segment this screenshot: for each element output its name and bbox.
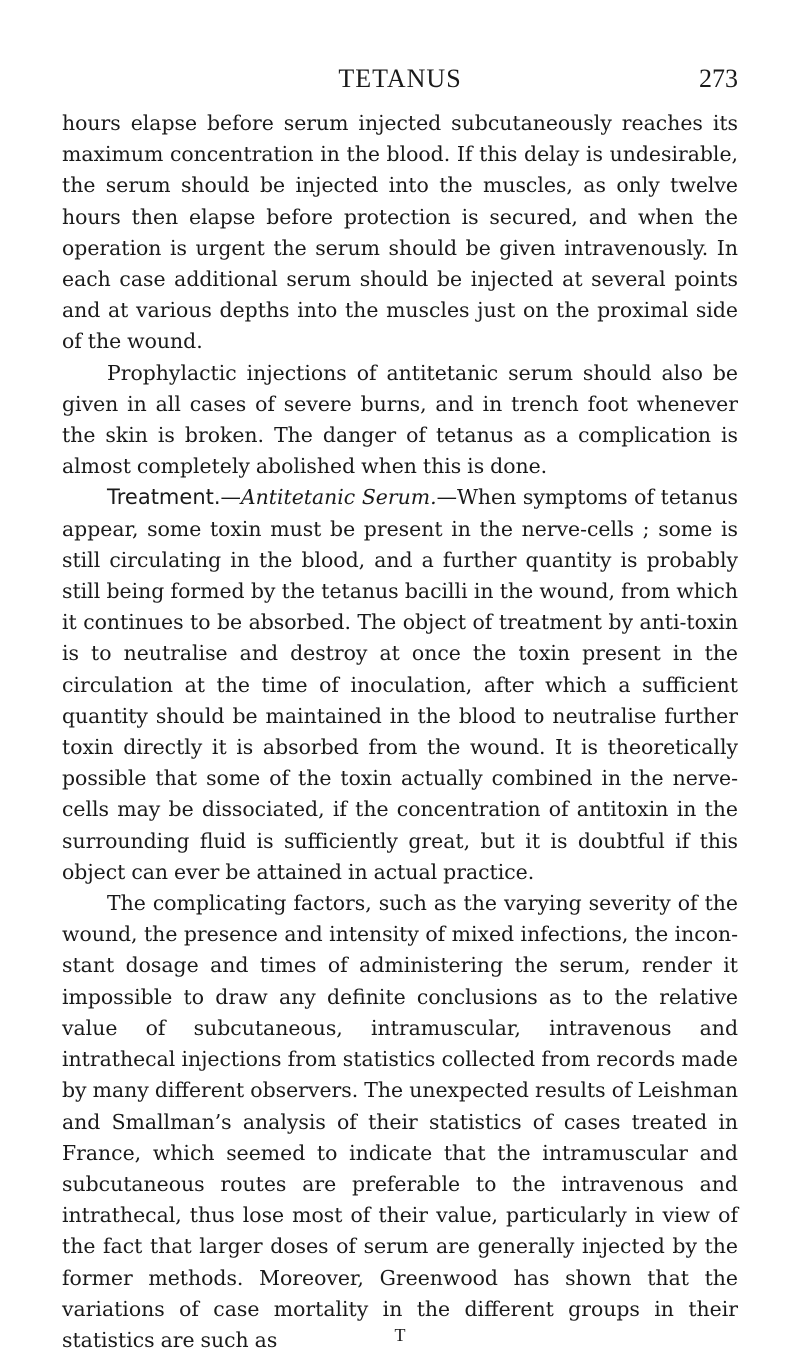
running-title: TETANUS	[338, 64, 462, 93]
paragraph-2: Prophylactic injections of antitetanic serum should also be given in all cases of severe burns, and in trench foot whenever the skin is broken. The danger of tetanus as a complication is almost completely abolished when this is done.	[62, 360, 738, 479]
running-header	[0, 64, 800, 96]
subheading-antitetanic-serum: Antitetanic Serum.	[240, 485, 437, 510]
paragraph-1: hours elapse before serum injected subcutaneously reaches its maximum concentration in the blood. If this delay is undesirable, the serum should be injected into the muscles, as only twelve hours then elapse before protection is secured, and when the operation is urgent the serum should be given intravenously. In each case additional serum should be injected at several points and at various depths into the muscles just on the proximal side of the wound.	[62, 111, 738, 354]
body-text	[62, 108, 738, 1356]
heading-dash: —	[220, 485, 241, 510]
page-number: 273	[699, 64, 738, 93]
section-heading-treatment: Treatment.	[107, 485, 221, 510]
signature-mark: T	[394, 1325, 406, 1345]
paragraph-4: The complicating factors, such as the varying severity of the wound, the presence and intensity of mixed infections, the incon-stant dosage and times of administering the serum, render it impossible to draw any definite conclusions as to the relative value of subcutaneous, intramuscular, intravenous and intrathecal injections from statistics collected from records made by many different observers. The unexpected results of Leishman and Smallman’s analysis of their statistics of cases treated in France, which seemed to indicate that the intramuscular and subcutaneous routes are preferable to the intravenous and intrathecal, thus lose most of their value, particularly in view of the fact that larger doses of serum are generally injected by the former methods. Moreover, Greenwood has shown that the variations of case mortality in the different groups in their statistics are such as	[62, 891, 738, 1352]
paragraph-3-text: —When symptoms of tetanus appear, some toxin must be present in the nerve-cells ; some is still circulating in the blood, and a further quantity is probably still being formed by the tetanus bacilli in the wound, from which it continues to be absorbed. The object of treatment by anti-toxin is to neutralise and destroy at once the toxin present in the circulation at the time of inoculation, after which a sufficient quantity should be maintained in the blood to neutralise further toxin directly it is absorbed from the wound. It is theoretically possible that some of the toxin actually combined in the nerve-cells may be dissociated, if the concentration of antitoxin in the surrounding fluid is sufficiently great, but it is doubtful if this object can ever be attained in actual practice.	[62, 485, 738, 884]
paragraph-3	[62, 482, 738, 888]
